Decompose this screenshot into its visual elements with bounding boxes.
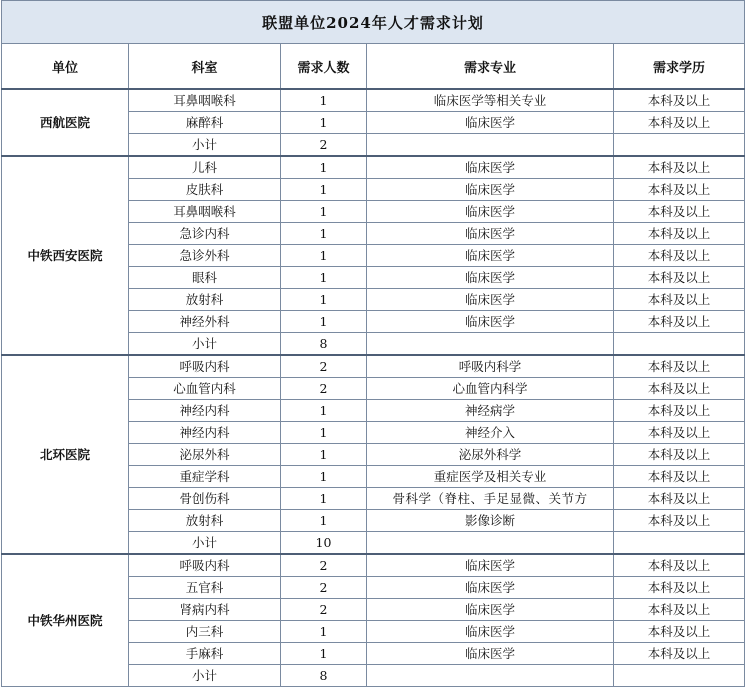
major-cell: 临床医学 — [367, 267, 614, 289]
count-cell: 1 — [281, 245, 367, 267]
empty-cell — [614, 665, 745, 687]
major-cell: 临床医学 — [367, 643, 614, 665]
major-cell: 临床医学 — [367, 577, 614, 599]
department-cell: 重症学科 — [129, 466, 281, 488]
major-cell: 临床医学 — [367, 156, 614, 179]
department-cell: 手麻科 — [129, 643, 281, 665]
count-cell: 1 — [281, 89, 367, 112]
major-cell: 心血管内科学 — [367, 378, 614, 400]
major-cell: 临床医学 — [367, 554, 614, 577]
department-cell: 内三科 — [129, 621, 281, 643]
major-cell: 临床医学 — [367, 311, 614, 333]
department-cell: 神经内科 — [129, 400, 281, 422]
count-cell: 1 — [281, 156, 367, 179]
major-cell: 临床医学 — [367, 223, 614, 245]
major-cell: 临床医学 — [367, 112, 614, 134]
subtotal-value: 8 — [281, 333, 367, 356]
count-cell: 1 — [281, 510, 367, 532]
subtotal-label: 小计 — [129, 333, 281, 356]
count-cell: 2 — [281, 355, 367, 378]
unit-name-cell: 北环医院 — [2, 355, 129, 554]
count-cell: 1 — [281, 289, 367, 311]
education-cell: 本科及以上 — [614, 378, 745, 400]
count-cell: 1 — [281, 311, 367, 333]
count-cell: 1 — [281, 621, 367, 643]
table-row — [2, 156, 745, 179]
header-count: 需求人数 — [281, 44, 367, 90]
education-cell: 本科及以上 — [614, 355, 745, 378]
major-cell: 重症医学及相关专业 — [367, 466, 614, 488]
count-cell: 1 — [281, 201, 367, 223]
table-row — [2, 89, 745, 112]
education-cell: 本科及以上 — [614, 223, 745, 245]
department-cell: 急诊内科 — [129, 223, 281, 245]
header-row — [2, 44, 745, 90]
empty-cell — [367, 333, 614, 356]
count-cell: 2 — [281, 599, 367, 621]
count-cell: 1 — [281, 400, 367, 422]
unit-name-cell: 中铁西安医院 — [2, 156, 129, 355]
count-cell: 1 — [281, 267, 367, 289]
major-cell: 临床医学 — [367, 621, 614, 643]
education-cell: 本科及以上 — [614, 444, 745, 466]
count-cell: 1 — [281, 444, 367, 466]
education-cell: 本科及以上 — [614, 89, 745, 112]
empty-cell — [367, 134, 614, 157]
count-cell: 2 — [281, 378, 367, 400]
subtotal-label: 小计 — [129, 134, 281, 157]
department-cell: 神经外科 — [129, 311, 281, 333]
unit-name-cell: 西航医院 — [2, 89, 129, 156]
major-cell: 骨科学（脊柱、手足显微、关节方 — [367, 488, 614, 510]
department-cell: 泌尿外科 — [129, 444, 281, 466]
department-cell: 儿科 — [129, 156, 281, 179]
table-row — [2, 554, 745, 577]
count-cell: 1 — [281, 179, 367, 201]
department-cell: 耳鼻咽喉科 — [129, 89, 281, 112]
count-cell: 1 — [281, 643, 367, 665]
subtotal-label: 小计 — [129, 665, 281, 687]
education-cell: 本科及以上 — [614, 643, 745, 665]
department-cell: 骨创伤科 — [129, 488, 281, 510]
unit-name-cell: 中铁华州医院 — [2, 554, 129, 687]
education-cell: 本科及以上 — [614, 400, 745, 422]
subtotal-value: 2 — [281, 134, 367, 157]
education-cell: 本科及以上 — [614, 311, 745, 333]
education-cell: 本科及以上 — [614, 577, 745, 599]
education-cell: 本科及以上 — [614, 554, 745, 577]
education-cell: 本科及以上 — [614, 179, 745, 201]
department-cell: 心血管内科 — [129, 378, 281, 400]
department-cell: 皮肤科 — [129, 179, 281, 201]
subtotal-label: 小计 — [129, 532, 281, 555]
subtotal-value: 8 — [281, 665, 367, 687]
major-cell: 呼吸内科学 — [367, 355, 614, 378]
count-cell: 1 — [281, 488, 367, 510]
department-cell: 眼科 — [129, 267, 281, 289]
empty-cell — [614, 134, 745, 157]
empty-cell — [614, 532, 745, 555]
department-cell: 麻醉科 — [129, 112, 281, 134]
education-cell: 本科及以上 — [614, 466, 745, 488]
count-cell: 2 — [281, 554, 367, 577]
header-education: 需求学历 — [614, 44, 745, 90]
education-cell: 本科及以上 — [614, 289, 745, 311]
education-cell: 本科及以上 — [614, 267, 745, 289]
department-cell: 放射科 — [129, 289, 281, 311]
count-cell: 1 — [281, 112, 367, 134]
count-cell: 1 — [281, 223, 367, 245]
department-cell: 五官科 — [129, 577, 281, 599]
major-cell: 临床医学 — [367, 599, 614, 621]
empty-cell — [367, 665, 614, 687]
department-cell: 神经内科 — [129, 422, 281, 444]
title-row — [2, 1, 745, 44]
subtotal-value: 10 — [281, 532, 367, 555]
major-cell: 影像诊断 — [367, 510, 614, 532]
major-cell: 临床医学 — [367, 289, 614, 311]
talent-demand-table — [1, 0, 745, 687]
empty-cell — [614, 333, 745, 356]
major-cell: 临床医学 — [367, 179, 614, 201]
education-cell: 本科及以上 — [614, 488, 745, 510]
table-row — [2, 355, 745, 378]
major-cell: 临床医学 — [367, 245, 614, 267]
header-unit: 单位 — [2, 44, 129, 90]
count-cell: 1 — [281, 466, 367, 488]
department-cell: 呼吸内科 — [129, 355, 281, 378]
header-major: 需求专业 — [367, 44, 614, 90]
count-cell: 2 — [281, 577, 367, 599]
major-cell: 神经介入 — [367, 422, 614, 444]
table-title: 联盟单位2024年人才需求计划 — [2, 1, 745, 44]
department-cell: 急诊外科 — [129, 245, 281, 267]
education-cell: 本科及以上 — [614, 422, 745, 444]
education-cell: 本科及以上 — [614, 510, 745, 532]
department-cell: 呼吸内科 — [129, 554, 281, 577]
count-cell: 1 — [281, 422, 367, 444]
education-cell: 本科及以上 — [614, 112, 745, 134]
education-cell: 本科及以上 — [614, 245, 745, 267]
major-cell: 临床医学等相关专业 — [367, 89, 614, 112]
department-cell: 肾病内科 — [129, 599, 281, 621]
department-cell: 耳鼻咽喉科 — [129, 201, 281, 223]
education-cell: 本科及以上 — [614, 201, 745, 223]
major-cell: 神经病学 — [367, 400, 614, 422]
department-cell: 放射科 — [129, 510, 281, 532]
empty-cell — [367, 532, 614, 555]
education-cell: 本科及以上 — [614, 621, 745, 643]
education-cell: 本科及以上 — [614, 599, 745, 621]
education-cell: 本科及以上 — [614, 156, 745, 179]
talent-plan-sheet — [1, 0, 744, 687]
header-department: 科室 — [129, 44, 281, 90]
major-cell: 临床医学 — [367, 201, 614, 223]
major-cell: 泌尿外科学 — [367, 444, 614, 466]
